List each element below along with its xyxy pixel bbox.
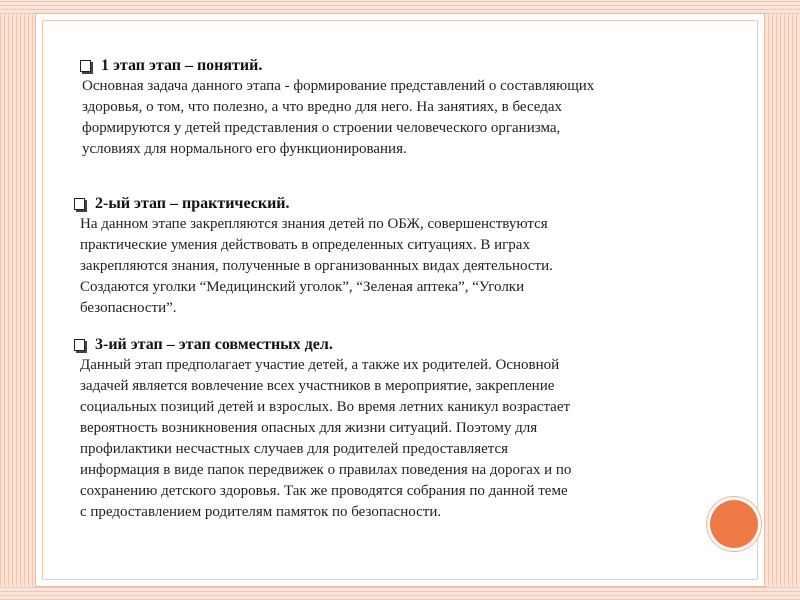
section-heading-text: 3-ий этап – этап совместных дел. bbox=[95, 336, 333, 353]
body-line: задачей является вовлечение всех участников в мероприятие, закрепление bbox=[80, 378, 555, 394]
section-body bbox=[80, 355, 712, 523]
section-body bbox=[82, 76, 718, 160]
body-line: Данный этап предполагает участие детей, а также их родителей. Основной bbox=[80, 357, 560, 373]
body-line: условиях для нормального его функционирования. bbox=[82, 141, 407, 157]
frame-stripes-right bbox=[764, 0, 800, 600]
body-line: закрепляются знания, полученные в организованных видах деятельности. bbox=[80, 258, 553, 274]
checkbox-bullet-icon bbox=[72, 339, 85, 352]
section-stage-1 bbox=[78, 56, 718, 160]
decorative-dot bbox=[710, 500, 758, 548]
body-line: с предоставлением родителям памяток по безопасности. bbox=[80, 504, 442, 520]
section-stage-2 bbox=[72, 194, 712, 319]
body-line: На данном этапе закрепляются знания детей по ОБЖ, совершенствуются bbox=[80, 216, 548, 232]
body-line: здоровья, о том, что полезно, а что вредно для него. На занятиях, в беседах bbox=[82, 99, 563, 115]
body-line: профилактики несчастных случаев для родителей предоставляется bbox=[80, 441, 509, 457]
body-line: сохранению детского здоровья. Так же проводятся собрания по данной теме bbox=[80, 483, 568, 499]
section-body bbox=[80, 214, 712, 319]
body-line: вероятность возникновения опасных для жизни ситуаций. Поэтому для bbox=[80, 420, 538, 436]
section-heading-text: 2-ый этап – практический. bbox=[95, 195, 290, 212]
checkbox-bullet-icon bbox=[78, 60, 91, 73]
checkbox-bullet-icon bbox=[72, 198, 85, 211]
body-line: информация в виде папок передвижек о правилах поведения на дорогах и по bbox=[80, 462, 572, 478]
section-heading bbox=[78, 56, 718, 76]
body-line: социальных позиций детей и взрослых. Во время летних каникул возрастает bbox=[80, 399, 571, 415]
body-line: формируются у детей представления о строении человеческого организма, bbox=[82, 120, 561, 136]
frame-stripes-bottom bbox=[0, 586, 800, 600]
section-stage-3 bbox=[72, 335, 712, 523]
body-line: Создаются уголки “Медицинский уголок”, “Зеленая аптека”, “Уголки bbox=[80, 279, 525, 295]
section-heading-text: 1 этап этап – понятий. bbox=[101, 57, 263, 74]
body-line: безопасности”. bbox=[80, 300, 177, 316]
body-line: практические умения действовать в определенных ситуациях. В играх bbox=[80, 237, 530, 253]
section-heading bbox=[72, 194, 712, 214]
frame-stripes-top bbox=[0, 0, 800, 14]
body-line: Основная задача данного этапа - формирование представлений о составляющих bbox=[82, 78, 595, 94]
section-heading bbox=[72, 335, 712, 355]
frame-stripes-left bbox=[0, 0, 36, 600]
